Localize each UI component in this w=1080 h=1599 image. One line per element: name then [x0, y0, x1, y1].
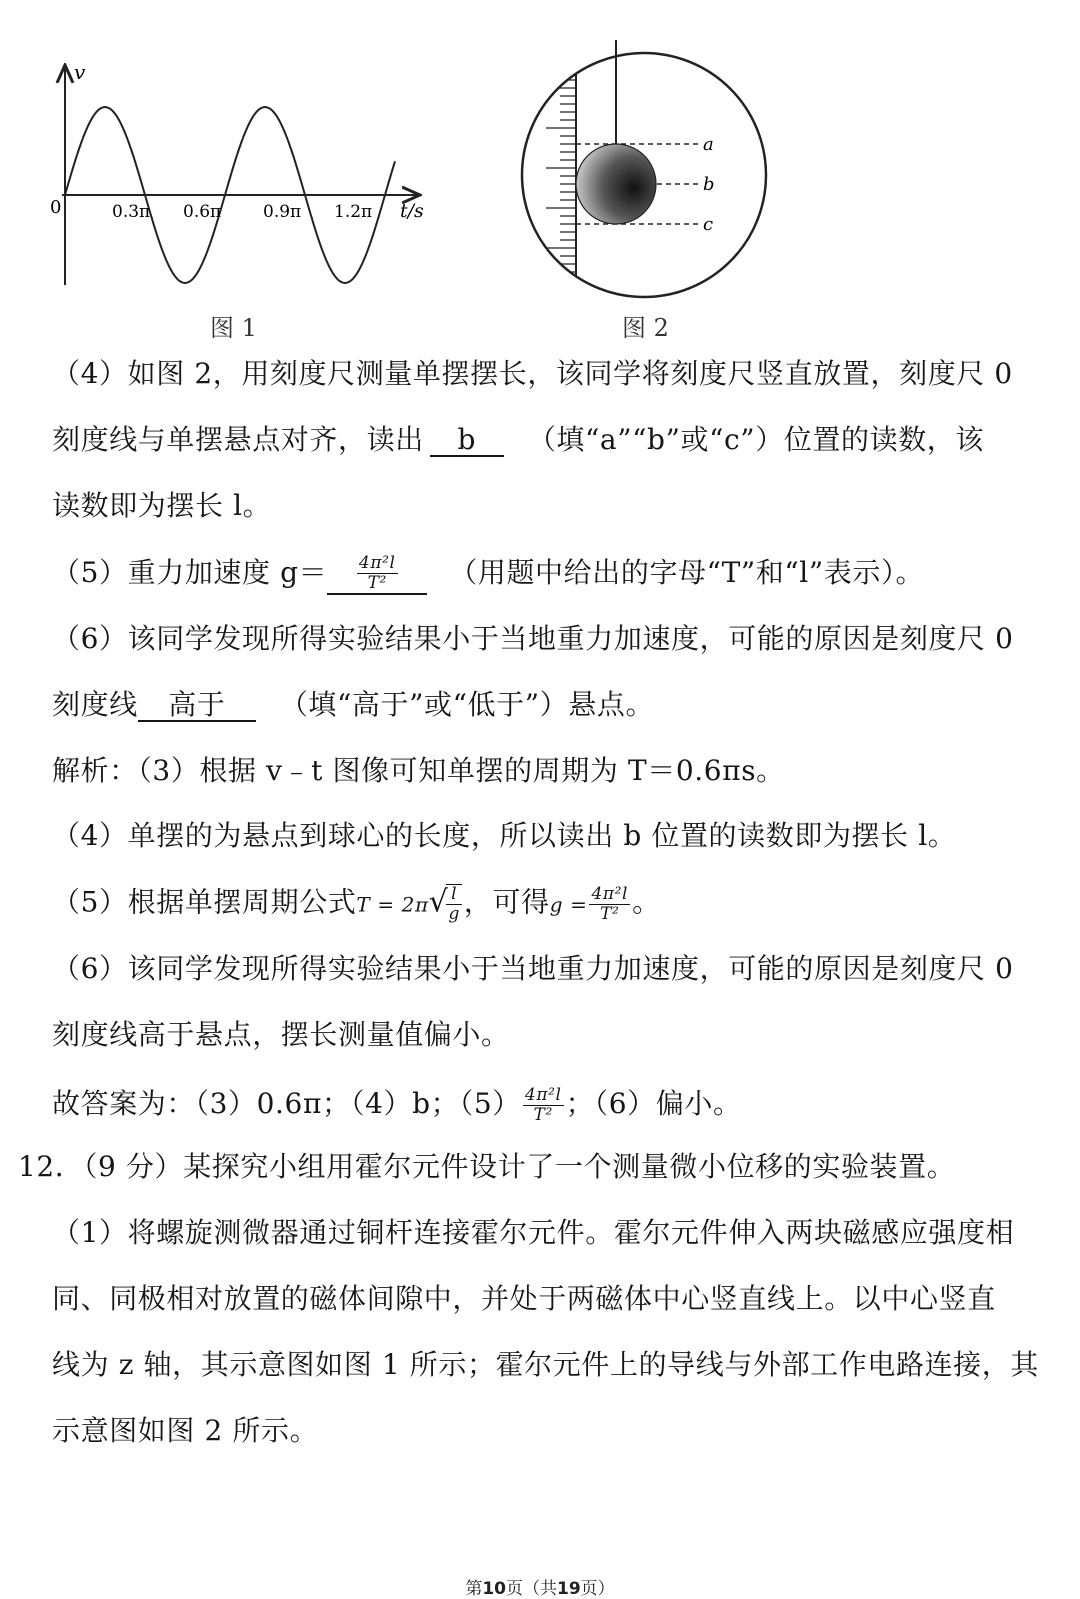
figure-2-caption: 图 2 — [622, 314, 669, 342]
footer-middle: 页（共 — [506, 1579, 557, 1599]
answer-numerator: 4π²l — [524, 1085, 562, 1105]
q5-answer-fraction — [357, 554, 398, 593]
g-formula: g = — [549, 892, 588, 917]
q5-start: （5）重力加速度 g＝ — [52, 556, 328, 589]
analysis-line-3-start: （5）根据单摆周期公式 — [52, 885, 357, 919]
q4-line-1: （4）如图 2，用刻度尺测量单摆摆长，该同学将刻度尺竖直放置，刻度尺 0 — [52, 357, 1013, 390]
q6-line-2 — [52, 688, 654, 722]
q6-line-2-end: （填“高于”或“低于”）悬点。 — [279, 688, 655, 721]
q12-line-4: 线为 z 轴，其示意图如图 1 所示；霍尔元件上的导线与外部工作电路连接，其 — [52, 1348, 1039, 1381]
q12-line-5: 示意图如图 2 所示。 — [52, 1414, 319, 1447]
tick-label-4: 1.2π — [334, 202, 373, 222]
tick-label-3: 0.9π — [263, 202, 302, 222]
q5-answer-blank — [327, 554, 427, 595]
analysis-line-5: 刻度线高于悬点，摆长测量值偏小。 — [52, 1018, 510, 1051]
t-axis-label: t/s — [400, 200, 424, 222]
q4-line-3: 读数即为摆长 l。 — [52, 489, 272, 522]
q5-end: （用题中给出的字母“T”和“l”表示）。 — [449, 556, 925, 589]
q12-line-3: 同、同极相对放置的磁体间隙中，并处于两磁体中心竖直线上。以中心竖直 — [52, 1282, 996, 1315]
g-denominator: T² — [589, 904, 630, 924]
q5-numerator: 4π²l — [358, 553, 396, 573]
figure-1-vt-graph — [40, 55, 460, 305]
q5-denominator: T² — [357, 573, 398, 593]
analysis-line-2: （4）单摆的为悬点到球心的长度，所以读出 b 位置的读数即为摆长 l。 — [52, 819, 957, 852]
analysis-line-3 — [52, 884, 661, 924]
q6-answer-blank: 高于 — [138, 690, 256, 722]
g-numerator: 4π²l — [591, 883, 629, 904]
pendulum-ball — [576, 144, 656, 224]
analysis-line-4: （6）该同学发现所得实验结果小于当地重力加速度，可能的原因是刻度尺 0 — [52, 952, 1014, 985]
answer-summary-start: 故答案为：（3）0.6π；（4）b；（5） — [52, 1087, 521, 1120]
sqrt-numerator: l — [451, 884, 458, 904]
q6-line-2-start: 刻度线 — [52, 688, 138, 721]
answer-summary-end: ；（6）偏小。 — [565, 1087, 742, 1120]
footer-suffix: 页） — [580, 1579, 615, 1599]
q4-line-2-start: 刻度线与单摆悬点对齐，读出 — [52, 423, 424, 456]
v-axis-label: v — [74, 60, 86, 84]
analysis-line-1: 解析：（3）根据 v﹣t 图像可知单摆的周期为 T＝0.6πs。 — [52, 754, 785, 787]
figure-1-caption: 图 1 — [210, 314, 257, 342]
tick-label-2: 0.6π — [183, 202, 222, 222]
page-footer — [0, 1574, 1080, 1599]
label-b: b — [703, 174, 715, 195]
tick-label-1: 0.3π — [112, 202, 151, 222]
q12-heading: 12．（9 分）某探究小组用霍尔元件设计了一个测量微小位移的实验装置。 — [18, 1150, 956, 1183]
analysis-line-3-mid: ，可得 — [463, 885, 550, 919]
q12-line-2: （1）将螺旋测微器通过铜杆连接霍尔元件。霍尔元件伸入两块磁感应强度相 — [52, 1216, 1015, 1249]
footer-total-pages: 19 — [557, 1579, 581, 1599]
q4-line-2 — [52, 423, 984, 457]
q4-line-2-end: （填“a”“b”或“c”）位置的读数，该 — [527, 423, 984, 456]
footer-page-number: 10 — [482, 1579, 506, 1599]
label-a: a — [703, 134, 714, 155]
period-formula: T = 2π — [356, 892, 429, 917]
label-c: c — [703, 214, 714, 235]
q5-line — [52, 554, 924, 595]
q4-answer-blank: b — [430, 425, 504, 457]
footer-prefix: 第 — [465, 1579, 483, 1599]
answer-summary-fraction — [523, 1086, 564, 1125]
sqrt-denominator: g — [448, 904, 460, 924]
analysis-line-3-end: 。 — [632, 885, 661, 919]
g-fraction — [589, 885, 630, 924]
figure-2-ruler-diagram — [510, 40, 780, 310]
answer-summary-line — [52, 1086, 742, 1125]
answer-denominator: T² — [523, 1105, 564, 1125]
origin-label: 0 — [50, 197, 62, 218]
sqrt-expression: √ $\frac{l}{g}$ — [428, 884, 460, 924]
q6-line-1: （6）该同学发现所得实验结果小于当地重力加速度，可能的原因是刻度尺 0 — [52, 622, 1014, 655]
